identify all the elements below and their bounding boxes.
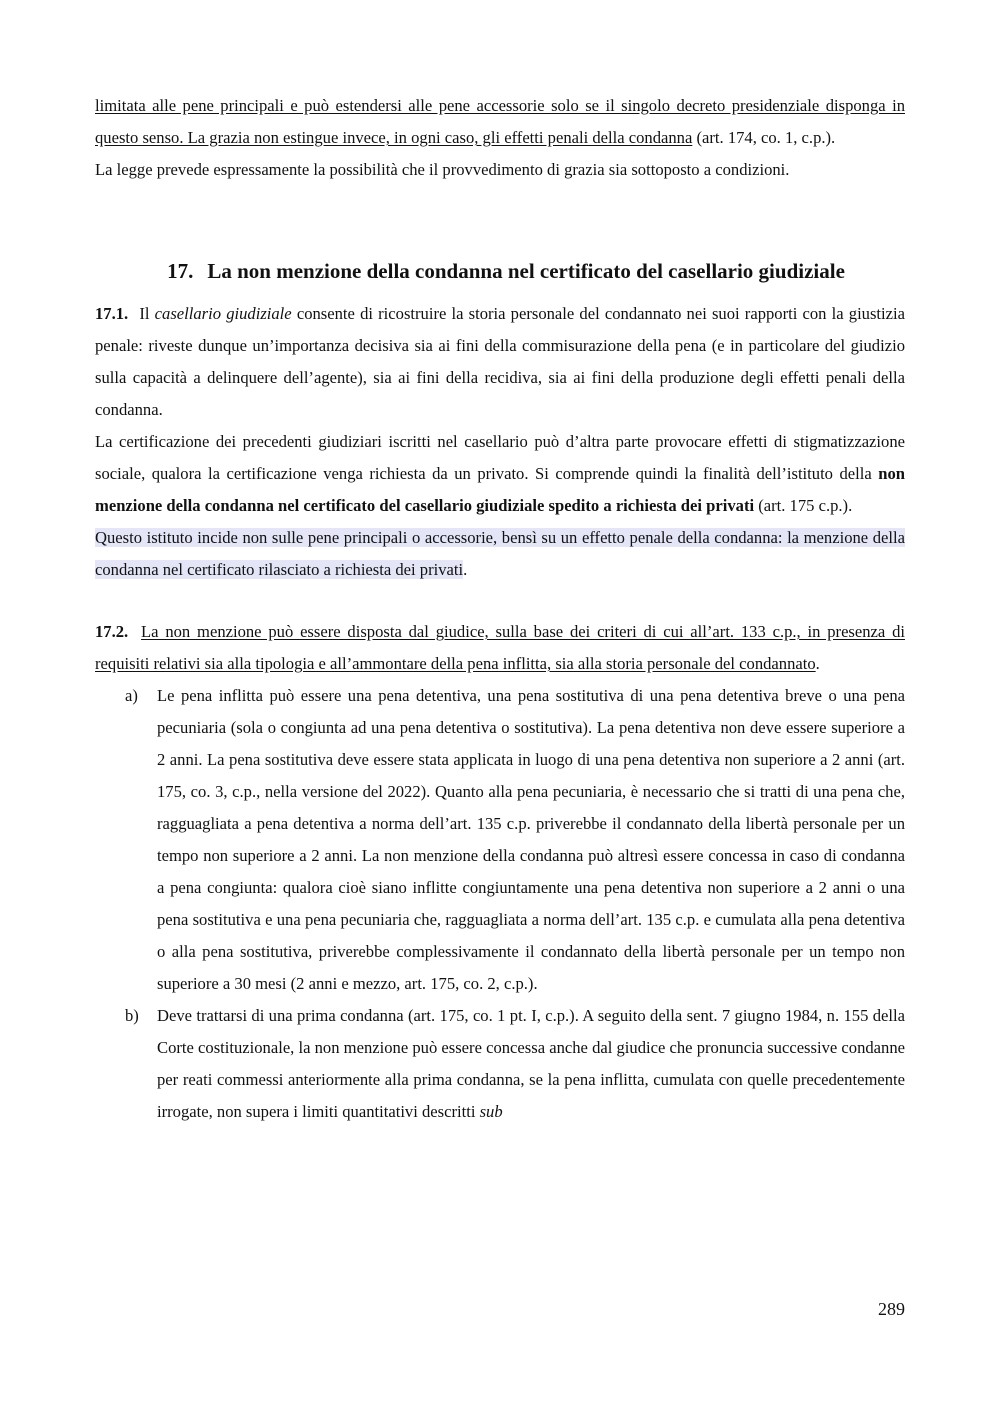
list-item bbox=[95, 1000, 905, 1128]
paragraph-text: Il bbox=[139, 304, 155, 323]
paragraph-number: 17.2. bbox=[95, 622, 129, 641]
requirements-list bbox=[95, 680, 905, 1128]
page-number: 289 bbox=[878, 1299, 905, 1319]
section-title: La non menzione della condanna nel certificato del casellario giudiziale bbox=[207, 259, 845, 283]
section-number: 17. bbox=[167, 259, 194, 283]
list-item bbox=[95, 680, 905, 1000]
list-marker: b) bbox=[125, 1006, 139, 1025]
italic-term: casellario giudiziale bbox=[154, 304, 292, 323]
underlined-text: limitata alle pene principali e può estendersi alle pene accessorie solo se il singolo decreto presidenziale disponga in questo senso. La grazia non estingue invece, in ogni caso, gli effetti penali della condanna bbox=[95, 96, 905, 147]
paragraph-17-1 bbox=[95, 298, 905, 426]
section-heading bbox=[95, 256, 905, 286]
paragraph-text: consente di ricostruire la storia personale del condannato nei suoi rapporti con la giustizia penale: riveste dunque un’importanza decisiva sia ai fini della commisurazione della pena (e in particolare del giudizio sulla capacità a delinquere dell’agente), sia ai fini della recidiva, sia ai fini della produzione degli effetti penali della condanna. bbox=[95, 304, 905, 419]
highlighted-text: Questo istituto incide non sulle pene principali o accessorie, bensì su un effetto penale della condanna: la menzione della condanna nel certificato rilasciato a richiesta dei privati bbox=[95, 528, 905, 579]
list-item-text bbox=[157, 1000, 905, 1128]
conditions-paragraph: La legge prevede espressamente la possibilità che il provvedimento di grazia sia sottoposto a condizioni. bbox=[95, 160, 790, 179]
paragraph-text: . bbox=[815, 654, 820, 673]
list-marker: a) bbox=[125, 686, 138, 705]
paragraph-text: . bbox=[463, 560, 468, 579]
bold-term: non menzione della condanna nel certificato del casellario giudiziale spedito a richiesta dei privati bbox=[95, 464, 905, 515]
page-content bbox=[95, 90, 905, 1128]
italic-term: sub bbox=[479, 1102, 503, 1121]
citation-text: (art. 175 c.p.). bbox=[754, 496, 853, 515]
paragraph-17-2 bbox=[95, 616, 905, 680]
underlined-text: La non menzione può essere disposta dal giudice, sulla base dei criteri di cui all’art. 133 c.p., in presenza di requisiti relativi sia alla tipologia e all’ammontare della pena inflitta, sia alla storia personale del condannato bbox=[95, 622, 906, 673]
citation-text: (art. 174, co. 1, c.p.). bbox=[692, 128, 836, 147]
continuation-paragraph bbox=[95, 90, 905, 154]
list-item-text: Le pena inflitta può essere una pena detentiva, una pena sostitutiva di una pena detentiva breve o una pena pecuniaria (sola o congiunta ad una pena detentiva o sostitutiva). La pena detentiva non deve essere superiore a 2 anni. La pena sostitutiva deve essere stata applicata in luogo di una pena detentiva non superiore a 2 anni (art. 175, co. 3, c.p., nella versione del 2022). Quanto alla pena pecuniaria, è necessario che si tratti di una pena che, ragguagliata a pena detentiva a norma dell’art. 135 c.p. priverebbe il condannato della libertà personale per un tempo non superiore a 2 anni. La non menzione della condanna può altresì essere concessa in caso di condanna a pena congiunta: qualora cioè siano inflitte congiuntamente una pena detentiva non superiore a 2 anni o una pena sostitutiva e una pena pecuniaria che, ragguagliata a norma dell’art. 135 c.p. e cumulata alla pena detentiva o alla pena sostitutiva, priverebbe complessivamente il condannato della libertà personale per un tempo non superiore a 30 mesi (2 anni e mezzo, art. 175, co. 2, c.p.). bbox=[157, 686, 905, 993]
certification-paragraph bbox=[95, 426, 905, 522]
paragraph-text: Deve trattarsi di una prima condanna (art. 175, co. 1 pt. I, c.p.). A seguito della sent. 7 giugno 1984, n. 155 della Corte costituzionale, la non menzione può essere concessa anche dal giudice che pronuncia successive condanne per reati commessi anteriormente alla prima condanna, se la pena inflitta, cumulata con quelle precedentemente irrogate, non supera i limiti quantitativi descritti bbox=[157, 1006, 905, 1121]
highlighted-paragraph bbox=[95, 522, 905, 586]
paragraph-number: 17.1. bbox=[95, 304, 129, 323]
paragraph-text: La certificazione dei precedenti giudiziari iscritti nel casellario può d’altra parte provocare effetti di stigmatizzazione sociale, qualora la certificazione venga richiesta da un privato. Si comprende quindi la finalità dell’istituto della bbox=[95, 432, 905, 483]
